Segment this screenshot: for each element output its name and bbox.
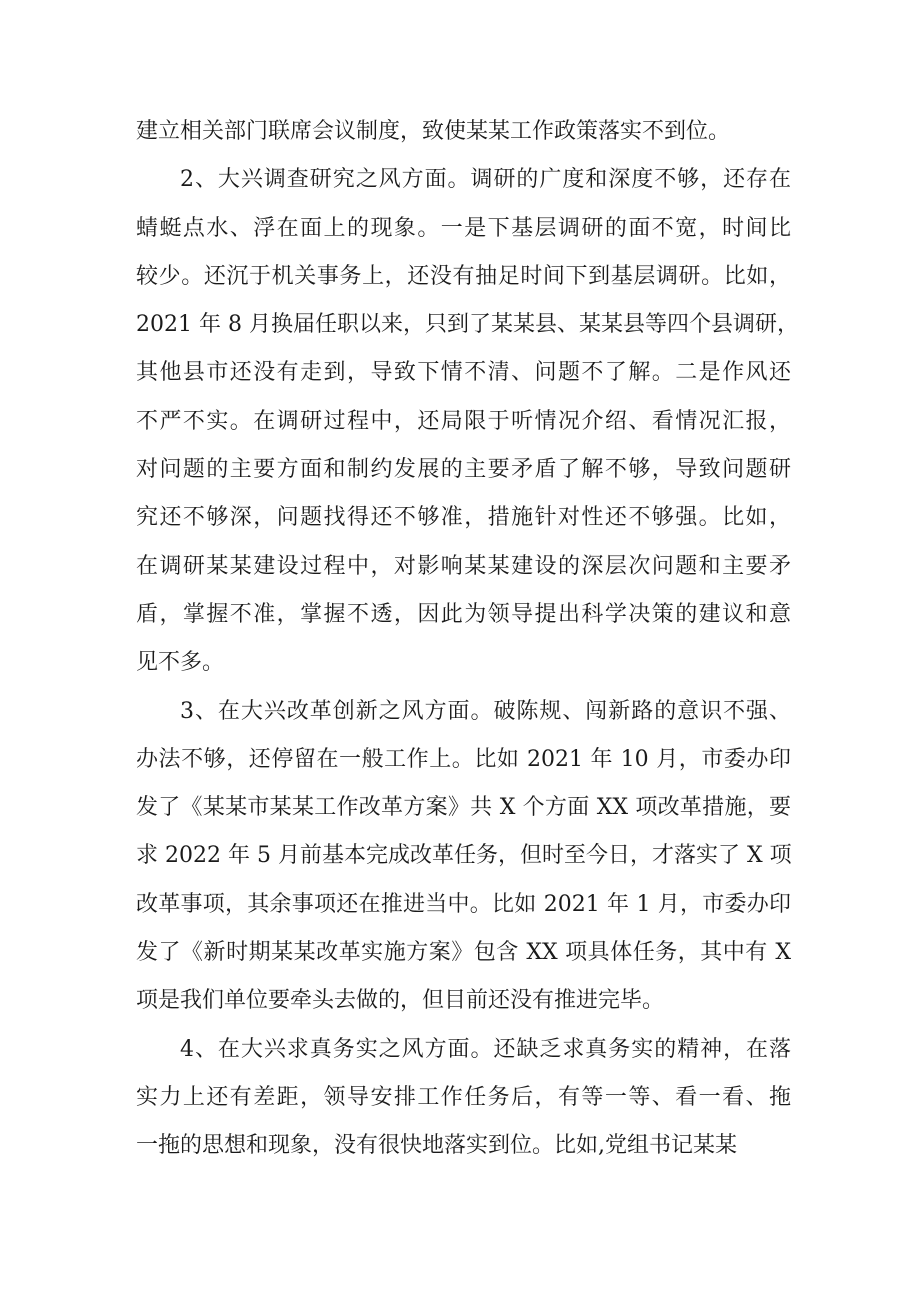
text-line: 不严不实。在调研过程中，还局限于听情况介绍、看情况汇报， (136, 408, 791, 434)
text-line: 2021 年 8 月换届任职以来，只到了某某县、某某县等四个县调研， (136, 312, 799, 338)
paragraph-p-continued (136, 108, 791, 156)
text-line: 建立相关部门联席会议制度，致使某某工作政策落实不到位。 (136, 119, 731, 144)
text-line: 其他县市还没有走到，导致下情不清、问题不了解。二是作风还 (136, 360, 791, 386)
paragraph-p3 (136, 688, 791, 1026)
text-line: 实力上还有差距，领导安排工作任务后，有等一等、看一看、拖 (136, 1084, 791, 1110)
text-line: 2、大兴调查研究之风方面。调研的广度和深度不够，还存在 (180, 167, 791, 193)
text-line: 办法不够，还停留在一般工作上。比如 2021 年 10 月，市委办印 (136, 746, 791, 772)
text-line: 蜻蜓点水、浮在面上的现象。一是下基层调研的面不宽，时间比 (136, 215, 791, 241)
paragraph-p4 (136, 1026, 791, 1171)
text-line: 发了《新时期某某改革实施方案》包含 XX 项具体任务，其中有 X (136, 940, 791, 966)
document-body (136, 108, 799, 1171)
text-line: 在调研某某建设过程中，对影响某某建设的深层次问题和主要矛 (136, 553, 791, 579)
text-line: 一拖的思想和现象，没有很快地落实到位。比如,党组书记某某 (136, 1133, 737, 1159)
paragraph-p2 (136, 156, 799, 687)
text-line: 究还不够深，问题找得还不够准，措施针对性还不够强。比如， (136, 505, 791, 531)
text-line: 对问题的主要方面和制约发展的主要矛盾了解不够，导致问题研 (136, 457, 791, 483)
text-line: 改革事项，其余事项还在推进当中。比如 2021 年 1 月，市委办印 (136, 891, 791, 917)
text-line: 较少。还沉于机关事务上，还没有抽足时间下到基层调研。比如， (136, 263, 791, 289)
text-line: 3、在大兴改革创新之风方面。破陈规、闯新路的意识不强、 (180, 698, 791, 724)
text-line: 发了《某某市某某工作改革方案》共 X 个方面 XX 项改革措施，要 (136, 795, 791, 821)
text-line: 盾，掌握不准，掌握不透，因此为领导提出科学决策的建议和意 (136, 601, 791, 627)
text-line: 求 2022 年 5 月前基本完成改革任务，但时至今日，才落实了 X 项 (136, 843, 792, 869)
text-line: 项是我们单位要牵头去做的，但目前还没有推进完毕。 (136, 988, 665, 1014)
text-line: 4、在大兴求真务实之风方面。还缺乏求真务实的精神，在落 (180, 1036, 791, 1062)
text-line: 见不多。 (136, 650, 225, 676)
